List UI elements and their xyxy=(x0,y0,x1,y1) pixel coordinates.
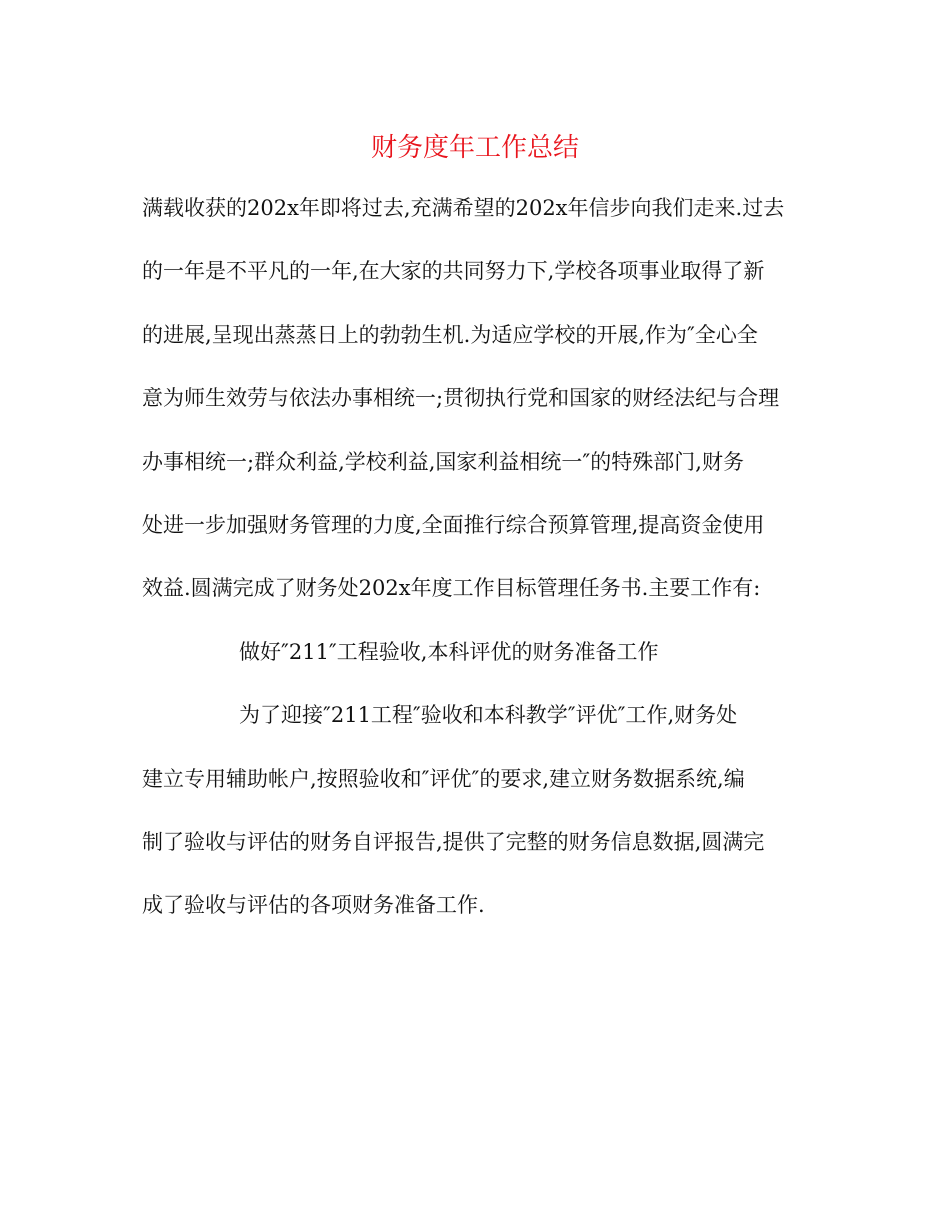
body-line: 制了验收与评估的财务自评报告,提供了完整的财务信息数据,圆满完 xyxy=(142,829,765,854)
document-body xyxy=(142,194,822,955)
section-heading: 做好″211″工程验收,本科评优的财务准备工作 xyxy=(239,639,659,664)
body-line: 办事相统一;群众利益,学校利益,国家利益相统一″的特殊部门,财务 xyxy=(142,449,744,474)
body-line: 意为师生效劳与依法办事相统一;贯彻执行党和国家的财经法纪与合理 xyxy=(142,386,780,411)
body-line: 的进展,呈现出蒸蒸日上的勃勃生机.为适应学校的开展,作为″全心全 xyxy=(142,322,758,347)
document-title: 财务度年工作总结 xyxy=(370,133,579,163)
body-line: 为了迎接″211工程″验收和本科教学″评优″工作,财务处 xyxy=(239,703,738,728)
body-line: 建立专用辅助帐户,按照验收和″评优″的要求,建立财务数据系统,编 xyxy=(142,766,745,791)
body-line: 效益.圆满完成了财务处202x年度工作目标管理任务书.主要工作有: xyxy=(142,576,761,601)
body-line: 成了验收与评估的各项财务准备工作. xyxy=(142,893,485,918)
body-line: 处进一步加强财务管理的力度,全面推行综合预算管理,提高资金使用 xyxy=(142,512,765,537)
body-line: 满载收获的202x年即将过去,充满希望的202x年信步向我们走来.过去 xyxy=(142,196,785,220)
body-line: 的一年是不平凡的一年,在大家的共同努力下,学校各项事业取得了新 xyxy=(142,259,765,284)
